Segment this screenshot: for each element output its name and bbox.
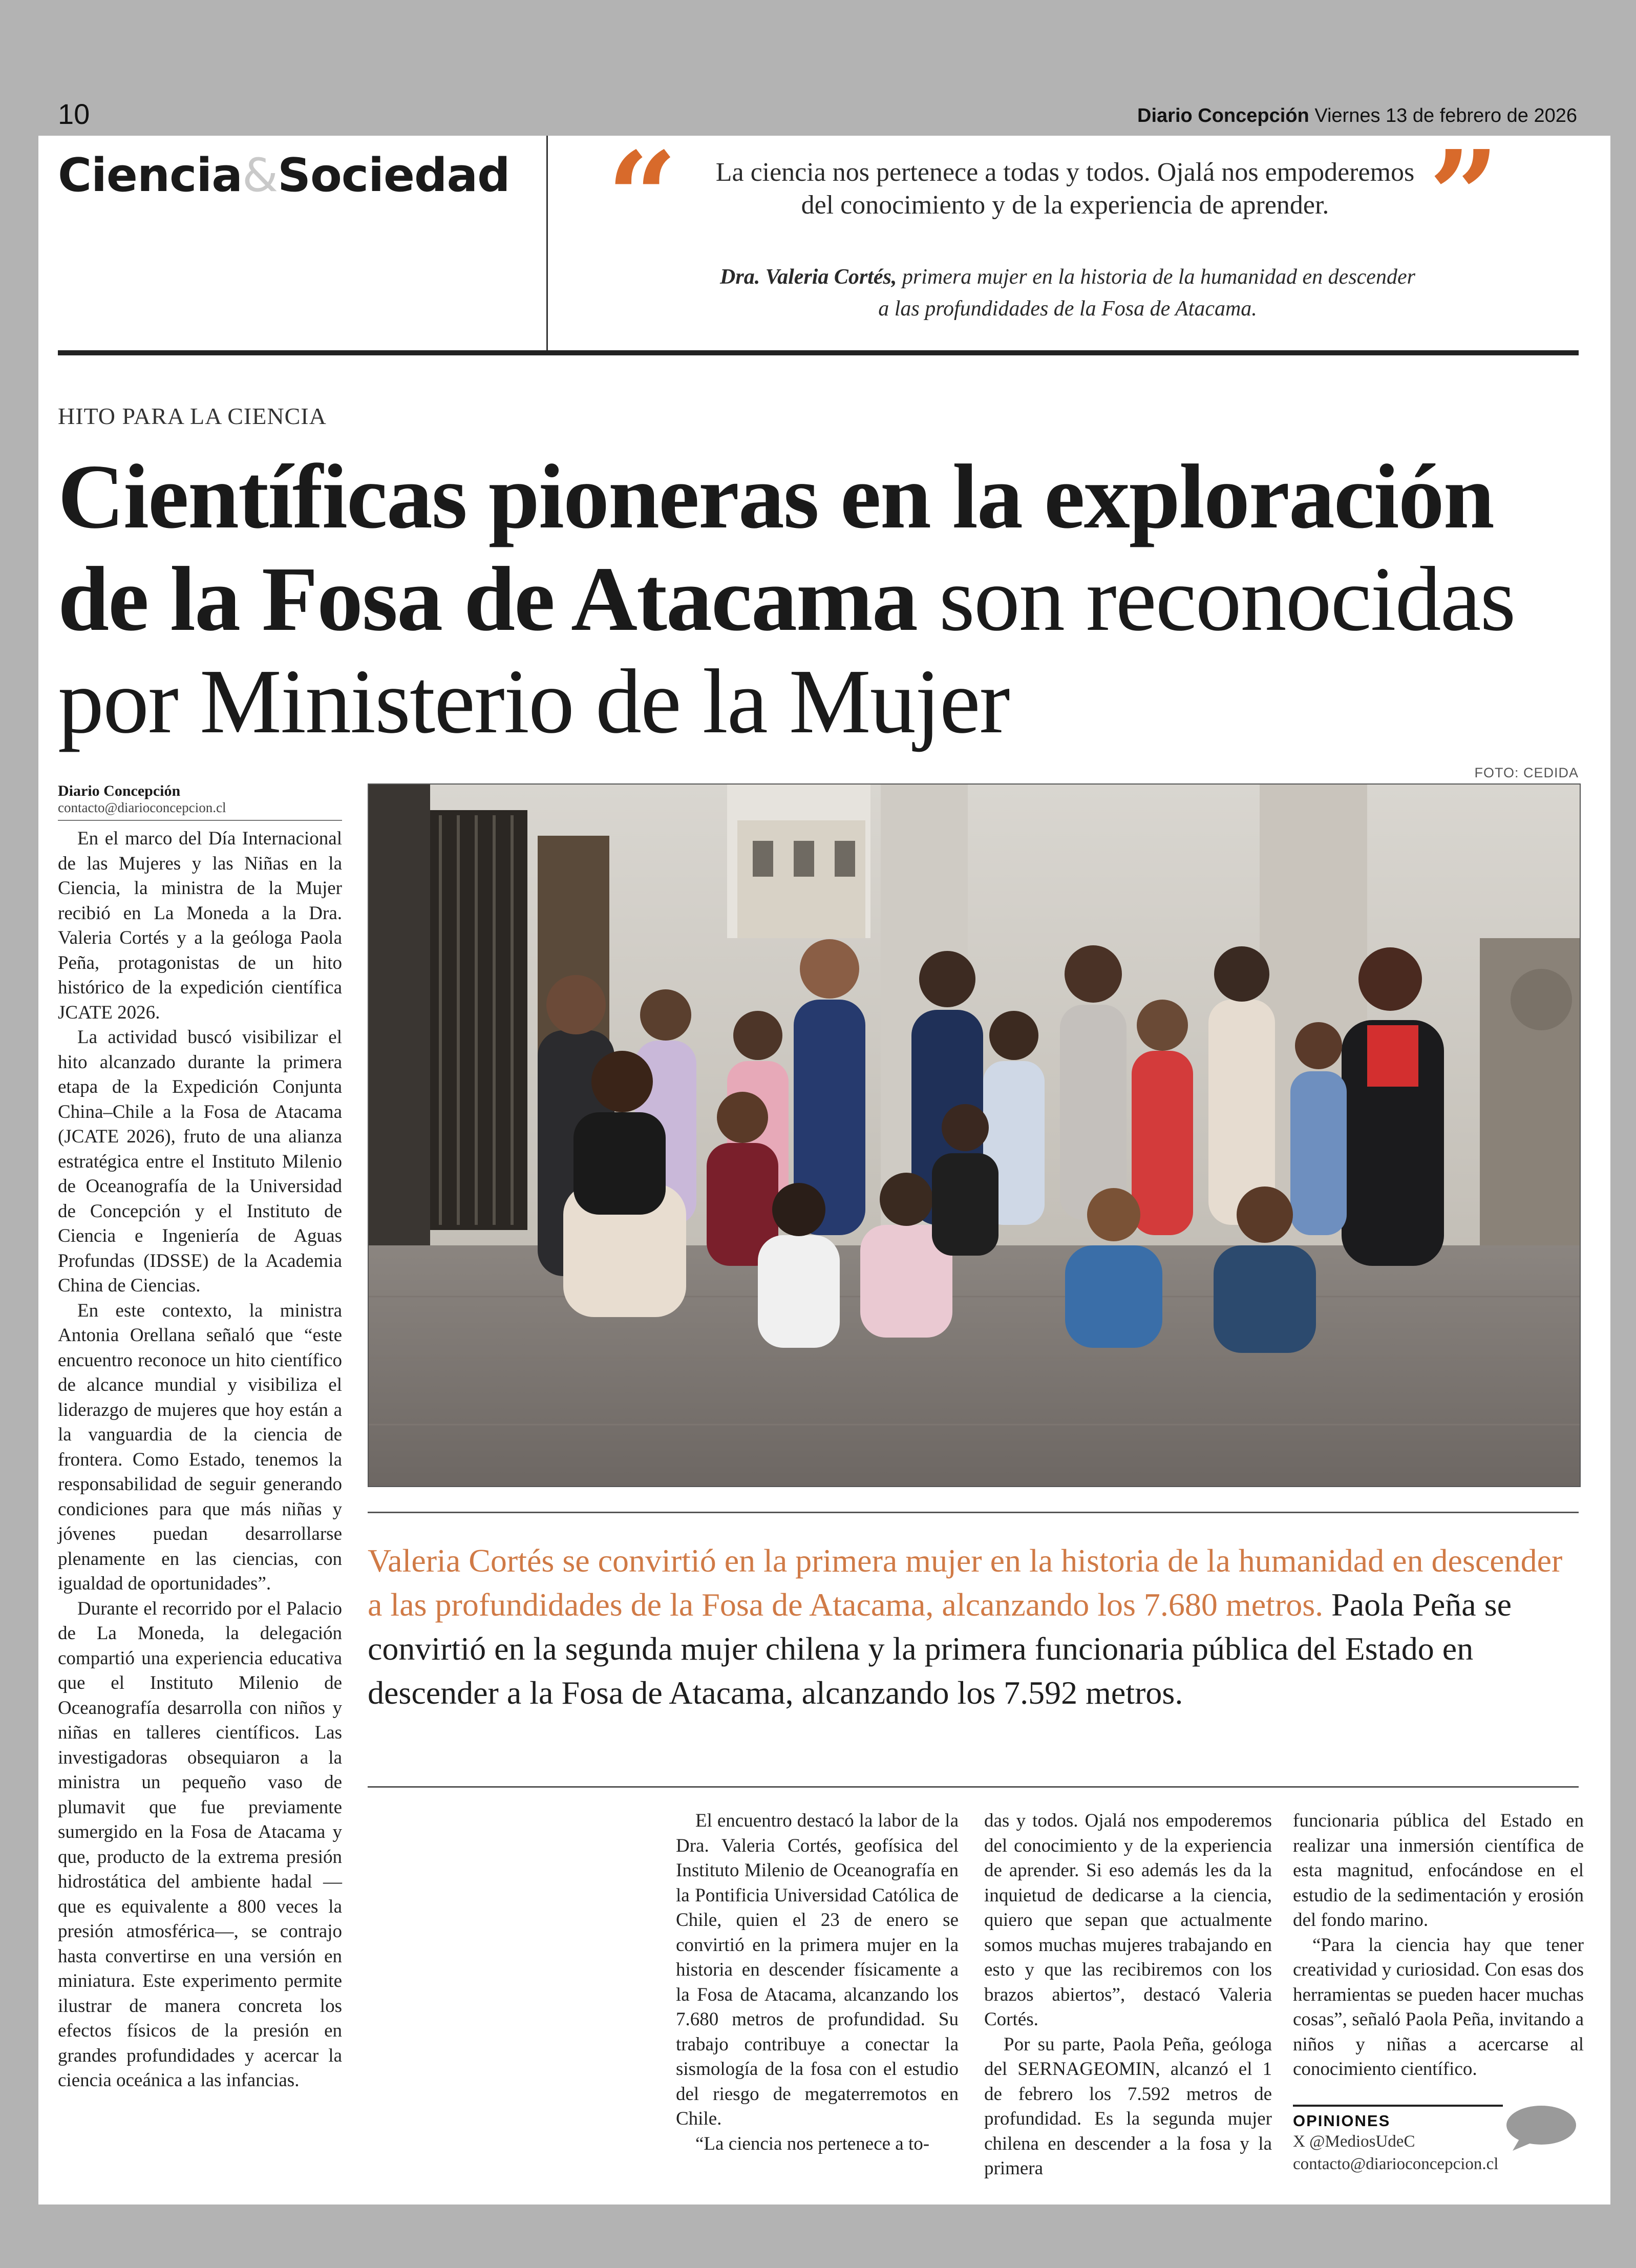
masthead	[1137, 105, 1577, 127]
article-column-4	[1293, 1809, 1584, 2082]
kicker: HITO PARA LA CIENCIA	[58, 403, 327, 429]
opinions-x-handle: X @MediosUdeC	[1293, 2132, 1415, 2151]
paragraph: Durante el recorrido por el Palacio de La Moneda, la delegación compartió una experiencia educativa que el Instituto Milenio de Oceanografía desarrolla con niños y niñas en talleres científicos. Las investigadoras obsequiaron a la ministra un pequeño vaso de plumavit que fue previamente sumergido en la Fosa de Atacama y que, producto de la extrema presión hidrostática del ambiente hadal —que es equivalente a 800 veces la presión atmosférica—, se contrajo hasta convertirse en una versión en miniatura. Este experimento permite ilustrar de manera concreta los efectos físicos de la presión en grandes profundidades y acercar la ciencia oceánica a las infancias.	[58, 1598, 342, 2091]
newspaper-name: Diario Concepción	[1137, 105, 1309, 126]
group-photo-illustration	[369, 785, 1580, 1486]
article-column-3	[984, 1809, 1272, 2181]
paragraph: El encuentro destacó la labor de la Dra. Valeria Cortés, geofísica del Instituto Milenio de Oceanografía en la Pontificia Universidad Católica de Chile, quien el 23 de enero se convirtió en la primera mujer en la historia en descender físicamente a la Fosa de Atacama, alcanzando los 7.680 metros de profundidad. Su trabajo contribuye a conectar la sismología de la fosa con el estudio del riesgo de megaterremotos en Chile.	[676, 1810, 959, 2129]
close-quote-icon: ”	[1429, 123, 1500, 268]
callout-rest: Paola Peña se convirtió en la segunda mujer chilena y la primera funcionaria pública del Estado en descender a la Fosa de Atacama, alcanzando los 7.592 metros.	[368, 1586, 1512, 1711]
paragraph: En el marco del Día Internacional de las Mujeres y las Niñas en la Ciencia, la ministra de la Mujer recibió en La Moneda a la Dra. Valeria Cortés y a la geóloga Paola Peña, protagonistas de un hito histórico de la expedición científica JCATE 2026.	[58, 828, 342, 1023]
section-title-right: Sociedad	[278, 149, 510, 202]
header-divider	[546, 136, 548, 351]
byline-email: contacto@diarioconcepcion.cl	[58, 800, 342, 821]
open-quote-icon: “	[607, 125, 678, 269]
opinions-box	[1293, 2105, 1503, 2175]
paragraph: La actividad buscó visibilizar el hito alcanzado durante la primera etapa de la Expedición Conjunta China–Chile a la Fosa de Atacama (JCATE 2026), fruto de una alianza estratégica entre el Instituto Milenio de Oceanografía de la Universidad de Concepción y el Instituto de Ciencia e Ingeniería de Aguas Profundas (IDSSE) de la Academia China de Ciencias.	[58, 1027, 342, 1296]
callout-text	[368, 1539, 1579, 1715]
article-column-1	[58, 826, 342, 2093]
section-title-amp: &	[242, 149, 278, 202]
article-column-2	[676, 1809, 959, 2156]
byline	[58, 782, 342, 821]
callout-rule-top	[368, 1512, 1579, 1513]
opinions-email: contacto@diarioconcepcion.cl	[1293, 2155, 1499, 2173]
group-photo	[368, 783, 1581, 1487]
pull-quote-text: La ciencia nos pertenece a todas y todos. Ojalá nos empoderemos del conocimiento y de la experiencia de aprender.	[715, 158, 1415, 220]
issue-date: Viernes 13 de febrero de 2026	[1314, 105, 1577, 126]
pull-quote-author-desc: primera mujer en la historia de la humanidad en descender a las profundidades de la Fosa de Atacama.	[878, 265, 1415, 321]
headline-bold: Científicas pioneras en la exploración de la Fosa de Atacama	[58, 446, 1494, 650]
headline-regular: son reconocidas por Ministerio de la Mujer	[58, 548, 1515, 752]
section-title	[58, 149, 510, 202]
callout-rule-bottom	[368, 1786, 1579, 1788]
callout-highlight: Valeria Cortés se convirtió en la primera mujer en la historia de la humanidad en descender a las profundidades de la Fosa de Atacama, alcanzando los 7.680 metros.	[368, 1542, 1563, 1623]
paragraph: “Para la ciencia hay que tener creatividad y curiosidad. Con esas dos herramientas se pueden hacer muchas cosas”, señaló Paola Peña, invitando a niños y niñas a acercarse al conocimiento científico.	[1293, 1934, 1584, 2080]
section-title-left: Ciencia	[58, 149, 242, 202]
opinions-title: OPINIONES	[1293, 2112, 1391, 2130]
pull-quote-attribution	[714, 261, 1421, 325]
paragraph: das y todos. Ojalá nos empoderemos del conocimiento y de la experiencia de aprender. Si eso además les da la inquietud de dedicarse a la ciencia, quiero que sepan que actualmente somos muchas mujeres trabajando en esto y que las recibiremos con los brazos abiertos”, destacó Valeria Cortés.	[984, 1810, 1272, 2030]
byline-name: Diario Concepción	[58, 782, 181, 799]
headline	[58, 446, 1589, 753]
paragraph: En este contexto, la ministra Antonia Orellana señaló que “este encuentro reconoce un hito científico de alcance mundial y visibiliza el liderazgo de mujeres que hoy están a la vanguardia de la ciencia de frontera. Como Estado, tenemos la responsabilidad de seguir generando condiciones para que más niñas y jóvenes puedan desarrollarse plenamente en las ciencias, con igualdad de oportunidades”.	[58, 1300, 342, 1594]
paragraph: “La ciencia nos pertenece a to-	[695, 2133, 930, 2154]
paragraph: Por su parte, Paola Peña, geóloga del SERNAGEOMIN, alcanzó el 1 de febrero los 7.592 metros de profundidad. Es la segunda mujer chilena en descender a la fosa y la primera	[984, 2033, 1272, 2179]
speech-bubble-icon	[1505, 2105, 1577, 2152]
photo-credit: FOTO: CEDIDA	[1474, 765, 1579, 780]
pull-quote-author: Dra. Valeria Cortés,	[720, 265, 897, 289]
header-rule	[58, 350, 1579, 355]
paragraph: funcionaria pública del Estado en realizar una inmersión científica de esta magnitud, enfocándose en el estudio de la sedimentación y erosión del fondo marino.	[1293, 1810, 1584, 1931]
page-number: 10	[58, 98, 90, 130]
